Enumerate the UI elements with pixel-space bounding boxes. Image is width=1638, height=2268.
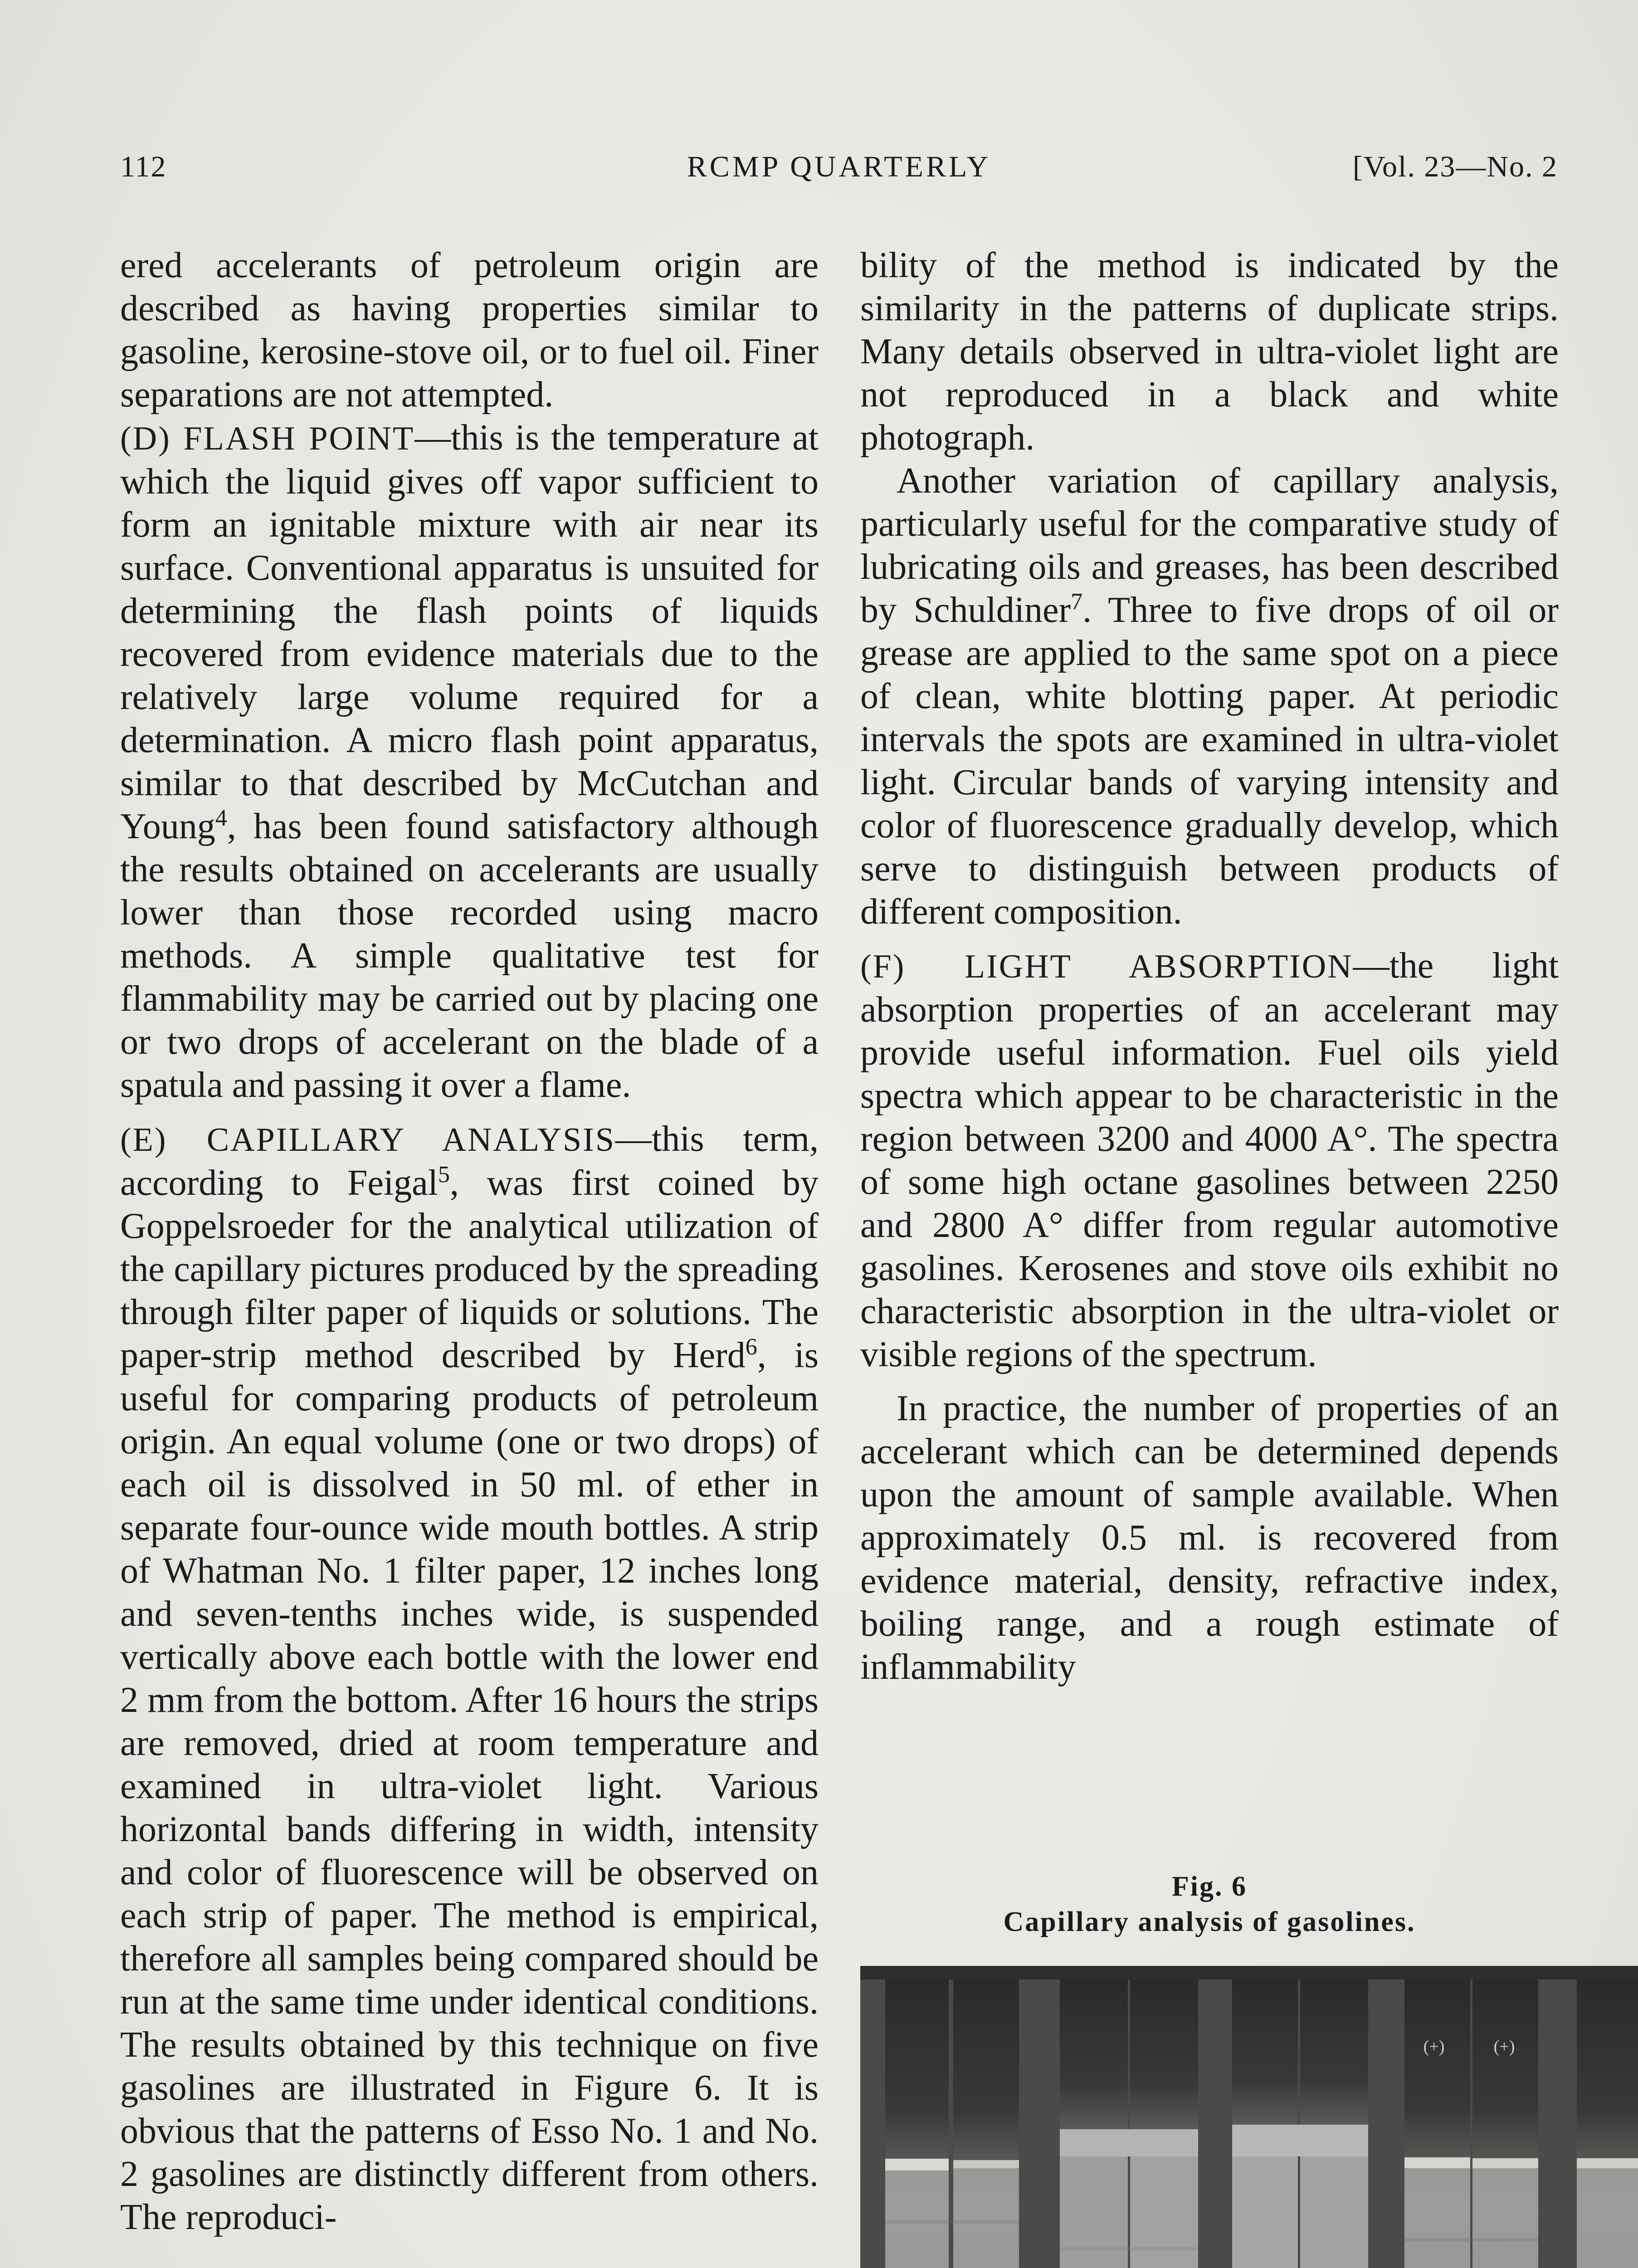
left-column [120, 244, 819, 2239]
paragraph-text: , has been found satisfactory although the results obtained on accelerants are usually lower than those recorded using macro methods. A simple qualitative test for flammability may be carried out by placing one or two drops of accelerant on the blade of a spatula and passing it over a flame. [120, 807, 819, 1105]
reference-marker: 4 [215, 805, 227, 831]
paragraph-in-practice [860, 1387, 1559, 1689]
paragraph-variation [860, 459, 1559, 934]
section-heading-light-absorption: (F) LIGHT ABSORPTION [860, 948, 1353, 985]
figure-label: Fig. 6 [1171, 1871, 1248, 1902]
paragraph-text: —the light absorption properties of an accelerant may provide useful information. Fuel oils yield spectra which appear to be characteristic in the region between 3200 and 4000 A°. The spectra of some high octane gasolines between 2250 and 2800 A° differ from regular automotive gasolines. Kerosenes and stove oils exhibit no characteristic absorption in the ultra-violet or visible regions of the spectrum. [860, 946, 1559, 1374]
capillary-strips-image [860, 1966, 1638, 2268]
reference-marker: 7 [1071, 589, 1083, 615]
paragraph-reproducibility [860, 244, 1559, 459]
figure-caption [860, 1869, 1559, 1940]
paragraph-light-absorption [860, 944, 1559, 1376]
paragraph-text: , is useful for comparing products of petroleum origin. An equal volume (one or two drops) of each oil is dissolved in 50 ml. of ether in separate four-ounce wide mouth bottles. A strip of Whatman No. 1 filter paper, 12 inches long and seven-tenths inches wide, is suspended vertically above each bottle with the lower end 2 mm from the bottom. After 16 hours the strips are removed, dried at room temperature and examined in ultra-violet light. Various horizontal bands differing in width, intensity and color of fluorescence will be observed on each strip of paper. The method is empirical, therefore all samples being compared should be run at the same time under identical conditions. The results obtained by this technique on five gasolines are illustrated in Figure 6. It is obvious that the patterns of Esso No. 1 and No. 2 gasolines are distinctly different from others. The reproduci- [120, 1335, 819, 2237]
figure-caption-text: Capillary analysis of gasolines. [1003, 1906, 1416, 1937]
paragraph-text: ered accelerants of petroleum origin are described as having properties similar to gasoline, kerosine-stove oil, or to fuel oil. Finer separations are not attempted. [120, 245, 819, 415]
volume-info: [Vol. 23—No. 2 [1352, 150, 1558, 183]
paragraph-text: bility of the method is indicated by the similarity in the patterns of duplicate strips. Many details observed in ultra-violet light are not reproduced in a black and white photograph. [860, 245, 1559, 458]
section-heading-flash-point: (D) FLASH POINT [120, 420, 415, 457]
strip-pair-5 [1577, 1980, 1638, 2268]
paragraph-text: . Three to five drops of oil or grease are applied to the same spot on a piece of clean, white blotting paper. At periodic intervals the spots are examined in ultra-violet light. Circular bands of varying intensity and color of fluorescence gradually develop, which serve to distinguish between products of different composition. [860, 590, 1559, 932]
paragraph-capillary-analysis [120, 1118, 819, 2239]
paragraph-text: —this term, according to Feigal [120, 1119, 819, 1203]
reference-marker: 5 [438, 1162, 450, 1188]
paragraph-text: In practice, the number of properties of an accelerant which can be determined depends upon the amount of sample available. When approximately 0.5 ml. is recovered from evidence material, density, refractive index, boiling range, and a rough estimate of inflammability [860, 1388, 1559, 1687]
page-number: 112 [120, 150, 167, 183]
strip-pair-3 [1232, 1980, 1368, 2268]
section-heading-capillary-analysis: (E) CAPILLARY ANALYSIS [120, 1121, 615, 1158]
paragraph-text: —this is the temperature at which the liquid gives off vapor sufficient to form an ignitable mixture with air near its surface. Conventional apparatus is unsuited for determining the flash points of liquids recovered from evidence materials due to the relatively large volume required for a determination. A micro flash point apparatus, similar to that described by McCutchan and Young [120, 418, 819, 846]
paragraph-continued [120, 244, 819, 416]
right-column [860, 244, 1559, 1689]
strip-mark: (+) [1423, 2037, 1445, 2056]
paragraph-text: , was first coined by Goppelsroeder for the analytical utilization of the capillary pictures produced by the spreading through filter paper of liquids or solutions. The paper-strip method described by Herd [120, 1163, 819, 1375]
strip-mark: (+) [1493, 2037, 1515, 2056]
running-header [120, 150, 1558, 191]
paragraph-text: Another variation of capillary analysis, particularly useful for the comparative study of lubricating oils and greases, has been described by Schuldiner [860, 461, 1559, 630]
capillary-strips-photo [860, 1966, 1638, 2268]
journal-title: RCMP QUARTERLY [687, 150, 991, 183]
paragraph-flash-point [120, 416, 819, 1107]
reference-marker: 6 [745, 1334, 757, 1360]
